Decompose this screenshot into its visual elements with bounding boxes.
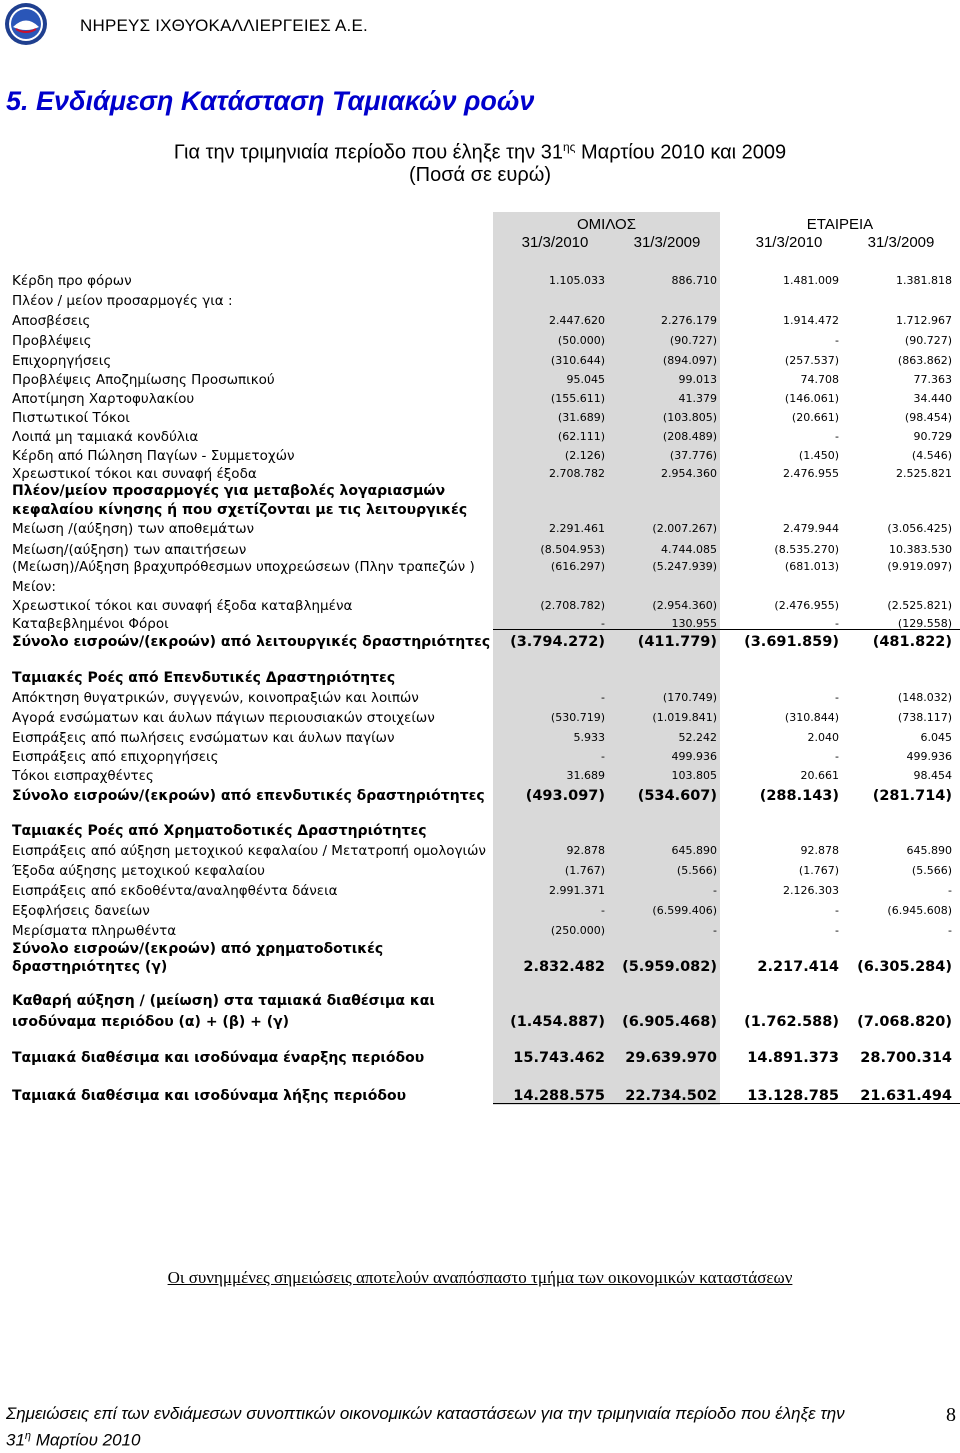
row-label: Εξοφλήσεις δανείων	[12, 903, 150, 919]
row-value: 74.708	[800, 373, 839, 386]
row-label: Καταβεβλημένοι Φόροι	[12, 616, 169, 632]
company-name: ΝΗΡΕΥΣ ΙΧΘΥΟΚΑΛΛΙΕΡΓΕΙΕΣ Α.Ε.	[80, 16, 368, 35]
row-value: 130.955	[671, 617, 717, 630]
row-value: 2.126.303	[783, 884, 839, 897]
table-row	[0, 578, 960, 596]
table-row	[0, 992, 960, 1010]
row-value: (2.954.360)	[652, 599, 717, 612]
row-value: 2.447.620	[549, 314, 605, 327]
row-value: 2.479.944	[783, 522, 839, 535]
company-header: ΕΤΑΙΡΕΙΑ	[806, 216, 874, 233]
row-value: 1.712.967	[896, 314, 952, 327]
row-value: 2.476.955	[783, 467, 839, 480]
row-label: Εισπράξεις από αύξηση μετοχικού κεφαλαίου / Μετατροπή ομολογιών	[12, 843, 486, 859]
row-label: Εισπράξεις από πωλήσεις ενσώματων και άυλων παγίων	[12, 730, 395, 746]
row-value: 1.381.818	[896, 274, 952, 287]
table-row	[0, 597, 960, 615]
row-value: (62.111)	[557, 430, 605, 443]
row-value: (148.032)	[897, 691, 952, 704]
row-value: 28.700.314	[860, 1050, 952, 1066]
row-value: 2.525.821	[896, 467, 952, 480]
table-row	[0, 428, 960, 446]
row-value: 20.661	[800, 769, 839, 782]
table-row	[0, 940, 960, 958]
row-value: 886.710	[671, 274, 717, 287]
row-value: (1.450)	[798, 449, 839, 462]
row-value: 645.890	[906, 844, 952, 857]
row-value: (1.767)	[798, 864, 839, 877]
row-value: -	[835, 691, 839, 704]
final-total-rule	[493, 1103, 960, 1104]
table-row	[0, 882, 960, 900]
row-value: (250.000)	[550, 924, 605, 937]
row-label: Μείωση /(αύξηση) των αποθεμάτων	[12, 521, 255, 537]
table-row	[0, 669, 960, 687]
row-value: (50.000)	[557, 334, 605, 347]
table-row	[0, 862, 960, 880]
row-value: 2.954.360	[661, 467, 717, 480]
row-value: (103.805)	[662, 411, 717, 424]
row-value: -	[601, 750, 605, 763]
row-label: Μείον:	[12, 579, 56, 595]
row-value: (8.535.270)	[774, 543, 839, 556]
table-row	[0, 633, 960, 651]
table-row	[0, 689, 960, 707]
row-value: (90.727)	[904, 334, 952, 347]
row-value: (310.644)	[550, 354, 605, 367]
table-row	[0, 922, 960, 940]
row-value: (681.013)	[784, 560, 839, 573]
column-header: 31/3/2010	[755, 234, 823, 251]
group-header: ΟΜΙΛΟΣ	[577, 216, 636, 233]
row-value: (863.862)	[897, 354, 952, 367]
row-value: 2.832.482	[523, 959, 605, 975]
row-value: (20.661)	[791, 411, 839, 424]
table-row	[0, 748, 960, 766]
row-label: Εισπράξεις από εκδοθέντα/αναληφθέντα δάνεια	[12, 883, 338, 899]
row-value: -	[835, 750, 839, 763]
row-value: (530.719)	[550, 711, 605, 724]
table-row	[0, 352, 960, 370]
row-value: 103.805	[671, 769, 717, 782]
row-value: 14.891.373	[747, 1050, 839, 1066]
row-value: (894.097)	[662, 354, 717, 367]
row-label: Αγορά ενσώματων και άυλων πάγιων περιουσιακών στοιχείων	[12, 710, 435, 726]
row-label: Κέρδη από Πώληση Παγίων - Συμμετοχών	[12, 448, 295, 464]
table-row	[0, 501, 960, 519]
column-header: 31/3/2009	[633, 234, 701, 251]
row-label: Ταμιακές Ροές από Επενδυτικές Δραστηριότητες	[12, 670, 396, 686]
row-value: 99.013	[678, 373, 717, 386]
row-value: 2.276.179	[661, 314, 717, 327]
row-value: (98.454)	[904, 411, 952, 424]
row-value: (31.689)	[557, 411, 605, 424]
row-label: Πλέον/μείον προσαρμογές για μεταβολές λογαριασμών	[12, 483, 446, 499]
row-label: Χρεωστικοί τόκοι και συναφή έξοδα καταβλημένα	[12, 598, 353, 614]
table-row	[0, 409, 960, 427]
table-row	[0, 958, 960, 976]
row-value: 22.734.502	[625, 1088, 717, 1104]
row-value: 2.991.371	[549, 884, 605, 897]
table-row	[0, 1013, 960, 1031]
table-row	[0, 332, 960, 350]
row-value: (281.714)	[872, 788, 952, 804]
row-value: 34.440	[913, 392, 952, 405]
table-row	[0, 1049, 960, 1067]
notes-statement: Οι συνημμένες σημειώσεις αποτελούν αναπόσπαστο τμήμα των οικονομικών καταστάσεων	[167, 1268, 793, 1287]
row-value: (1.454.887)	[510, 1014, 605, 1030]
row-label: Προβλέψεις	[12, 333, 92, 349]
row-value: 95.045	[566, 373, 605, 386]
table-row	[0, 272, 960, 290]
section-title: 5. Ενδιάμεση Κατάσταση Ταμιακών ροών	[6, 86, 535, 116]
row-value: (6.305.284)	[857, 959, 952, 975]
row-value: 2.291.461	[549, 522, 605, 535]
table-row	[0, 558, 960, 576]
table-row	[0, 787, 960, 805]
row-label: Λοιπά μη ταμιακά κονδύλια	[12, 429, 199, 445]
table-row	[0, 371, 960, 389]
page-number: 8	[946, 1404, 956, 1426]
row-label: Τόκοι εισπραχθέντες	[12, 768, 154, 784]
row-value: (5.959.082)	[622, 959, 717, 975]
row-value: (6.945.608)	[887, 904, 952, 917]
table-row	[0, 822, 960, 840]
row-value: 21.631.494	[860, 1088, 952, 1104]
row-value: (170.749)	[662, 691, 717, 704]
row-value: 2.217.414	[757, 959, 839, 975]
row-value: 92.878	[800, 844, 839, 857]
row-label: Ταμιακές Ροές από Χρηματοδοτικές Δραστηριότητες	[12, 823, 427, 839]
row-value: -	[601, 691, 605, 704]
table-row	[0, 709, 960, 727]
row-label: Σύνολο εισροών/(εκροών) από χρηματοδοτικές	[12, 941, 384, 957]
row-label: Ταμιακά διαθέσιμα και ισοδύναμα λήξης περιόδου	[12, 1088, 407, 1104]
row-value: 31.689	[566, 769, 605, 782]
row-value: (616.297)	[550, 560, 605, 573]
row-label: Προβλέψεις Αποζημίωσης Προσωπικού	[12, 372, 275, 388]
table-row	[0, 292, 960, 310]
row-label: Αποσβέσεις	[12, 313, 91, 329]
row-value: 6.045	[920, 731, 952, 744]
row-label: Αποτίμηση Χαρτοφυλακίου	[12, 391, 195, 407]
table-row	[0, 520, 960, 538]
row-value: (129.558)	[897, 617, 952, 630]
table-row	[0, 312, 960, 330]
table-row	[0, 447, 960, 465]
row-label: Σύνολο εισροών/(εκροών) από επενδυτικές δραστηριότητες	[12, 788, 485, 804]
row-label: Σύνολο εισροών/(εκροών) από λειτουργικές δραστηριότητες	[12, 634, 491, 650]
row-value: -	[835, 904, 839, 917]
row-value: 52.242	[678, 731, 717, 744]
row-value: -	[835, 430, 839, 443]
row-label: Κέρδη προ φόρων	[12, 273, 132, 289]
row-label: ισοδύναμα περιόδου (α) + (β) + (γ)	[12, 1014, 290, 1030]
row-value: 15.743.462	[513, 1050, 605, 1066]
row-value: (2.708.782)	[540, 599, 605, 612]
row-label: (Μείωση)/Αύξηση βραχυπρόθεσμων υποχρεώσεων (Πλην τραπεζών )	[12, 559, 475, 575]
row-value: (7.068.820)	[857, 1014, 952, 1030]
row-value: (6.905.468)	[622, 1014, 717, 1030]
row-value: (481.822)	[872, 634, 952, 650]
row-label: Πιστωτικοί Τόκοι	[12, 410, 130, 426]
row-value: 98.454	[913, 769, 952, 782]
total-rule	[493, 629, 960, 630]
row-value: (208.489)	[662, 430, 717, 443]
row-value: (1.762.588)	[744, 1014, 839, 1030]
row-label: Πλέον / μείον προσαρμογές για :	[12, 293, 233, 309]
row-value: 499.936	[671, 750, 717, 763]
row-value: 1.481.009	[783, 274, 839, 287]
row-value: (5.566)	[911, 864, 952, 877]
row-label: Μείωση/(αύξηση) των απαιτήσεων	[12, 542, 247, 558]
row-value: -	[601, 617, 605, 630]
row-label: Χρεωστικοί τόκοι και συναφή έξοδα	[12, 466, 257, 482]
row-value: (9.919.097)	[887, 560, 952, 573]
row-value: -	[713, 884, 717, 897]
row-value: (1.767)	[564, 864, 605, 877]
row-value: 92.878	[566, 844, 605, 857]
row-value: 2.040	[807, 731, 839, 744]
table-row	[0, 465, 960, 483]
row-value: (90.727)	[669, 334, 717, 347]
company-logo-icon	[4, 2, 48, 46]
table-row	[0, 615, 960, 633]
row-value: (2.007.267)	[652, 522, 717, 535]
table-row	[0, 482, 960, 500]
row-value: (3.794.272)	[510, 634, 605, 650]
row-value: 10.383.530	[889, 543, 952, 556]
row-value: (5.247.939)	[652, 560, 717, 573]
row-value: (257.537)	[784, 354, 839, 367]
row-value: (6.599.406)	[652, 904, 717, 917]
table-row	[0, 541, 960, 559]
row-value: (4.546)	[911, 449, 952, 462]
column-header: 31/3/2009	[867, 234, 935, 251]
row-value: (288.143)	[759, 788, 839, 804]
row-value: (5.566)	[676, 864, 717, 877]
row-label: δραστηριότητες (γ)	[12, 959, 168, 975]
table-row	[0, 729, 960, 747]
row-value: (155.611)	[550, 392, 605, 405]
row-label: Εισπράξεις από επιχορηγήσεις	[12, 749, 219, 765]
row-label: κεφαλαίου κίνησης ή που σχετίζονται με τις λειτουργικές	[12, 502, 468, 518]
row-value: 13.128.785	[747, 1088, 839, 1104]
row-value: 90.729	[913, 430, 952, 443]
row-value: 2.708.782	[549, 467, 605, 480]
table-row	[0, 390, 960, 408]
row-value: (3.056.425)	[887, 522, 952, 535]
row-value: (37.776)	[669, 449, 717, 462]
row-value: -	[835, 334, 839, 347]
row-value: 1.105.033	[549, 274, 605, 287]
row-value: (2.126)	[564, 449, 605, 462]
row-value: -	[835, 924, 839, 937]
row-value: -	[713, 924, 717, 937]
currency-note: (Ποσά σε ευρώ)	[408, 164, 551, 186]
row-label: Έξοδα αύξησης μετοχικού κεφαλαίου	[12, 863, 265, 879]
row-value: 77.363	[913, 373, 952, 386]
row-value: -	[948, 884, 952, 897]
row-value: -	[948, 924, 952, 937]
row-value: (8.504.953)	[540, 543, 605, 556]
row-value: (3.691.859)	[744, 634, 839, 650]
row-value: (738.117)	[897, 711, 952, 724]
row-value: 29.639.970	[625, 1050, 717, 1066]
row-value: 1.914.472	[783, 314, 839, 327]
row-value: 41.379	[678, 392, 717, 405]
table-row	[0, 767, 960, 785]
row-label: Καθαρή αύξηση / (μείωση) στα ταμιακά διαθέσιμα και	[12, 993, 435, 1009]
row-value: -	[835, 617, 839, 630]
row-value: 5.933	[573, 731, 605, 744]
statement-period: Για την τριμηνιαία περίοδο που έληξε την $31^{\eta\varsigma}$ Μαρτίου 2010 και 2009	[173, 140, 787, 164]
row-value: (2.476.955)	[774, 599, 839, 612]
row-value: (411.779)	[637, 634, 717, 650]
row-label: Μερίσματα πληρωθέντα	[12, 923, 177, 939]
footer-text: Σημειώσεις επί των ενδιάμεσων συνοπτικών οικονομικών καταστάσεων για την τριμηνιαία περίοδο που έληξε την	[6, 1404, 845, 1423]
row-label: Επιχορηγήσεις	[12, 353, 112, 369]
row-value: 4.744.085	[661, 543, 717, 556]
column-header: 31/3/2010	[521, 234, 589, 251]
row-value: 14.288.575	[513, 1088, 605, 1104]
row-value: (2.525.821)	[887, 599, 952, 612]
row-value: 499.936	[906, 750, 952, 763]
footer-date: $31^\eta$ Μαρτίου 2010	[6, 1430, 141, 1450]
table-row	[0, 842, 960, 860]
row-label: Ταμιακά διαθέσιμα και ισοδύναμα έναρξης περιόδου	[12, 1050, 425, 1066]
row-value: -	[601, 904, 605, 917]
row-value: (146.061)	[784, 392, 839, 405]
row-value: (1.019.841)	[652, 711, 717, 724]
table-row	[0, 902, 960, 920]
row-value: (493.097)	[525, 788, 605, 804]
row-value: (310.844)	[784, 711, 839, 724]
row-value: 645.890	[671, 844, 717, 857]
row-label: Απόκτηση θυγατρικών, συγγενών, κοινοπραξιών και λοιπών	[12, 690, 419, 706]
row-value: (534.607)	[637, 788, 717, 804]
